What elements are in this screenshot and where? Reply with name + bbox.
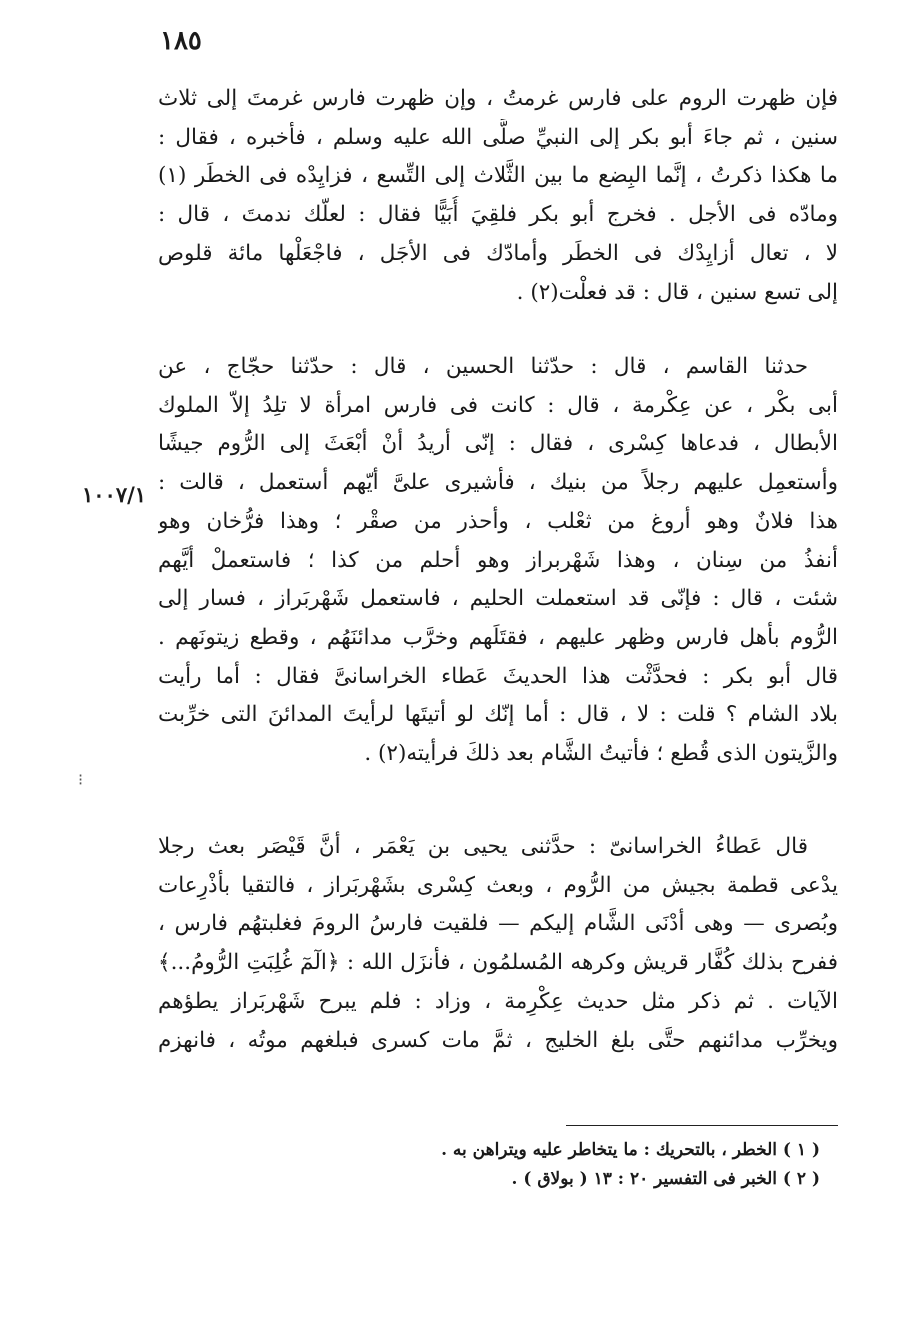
footnotes: [300, 1136, 820, 1194]
text-line: قال عَطاءُ الخراسانىّ : حدَّثنى يحيى بن يَعْمَر ، أنَّ قَيْصَر بعث رجلا: [158, 834, 808, 859]
margin-mark: ⁝: [78, 770, 84, 789]
text-line: أنفذُ من سِنان ، وهذا شَهْربراز وهو أحلم من كذا ؛ فاستعملْ أيَّهم: [158, 547, 838, 573]
text-line: ويخرِّب مدائنهم حتَّى بلغ الخليج ، ثمَّ مات كسرى فبلغهم موتُه ، فانهزم: [158, 1027, 838, 1053]
paragraph-3: [158, 828, 838, 1060]
footnote-divider: [566, 1125, 838, 1126]
text-line: وبُصرى — وهى أدْنَى الشَّام إليكم — فلقيت فارسُ الرومَ فغلبتهُم فارس ،: [158, 911, 838, 937]
text-line: أبى بكْر ، عن عِكْرمة ، قال : كانت فى فارس امرأة لا تلِدُ إلاّ الملوك: [158, 392, 838, 418]
text-line: الأبطال ، فدعاها كِسْرى ، فقال : إنّى أريدُ أنْ أبْعَثَ إلى الرُّوم جيشًا: [158, 431, 838, 457]
text-line: سنين ، ثم جاءَ أبو بكر إلى النبيِّ صلَّى الله عليه وسلم ، فأخبره ، فقال :: [158, 124, 838, 150]
text-line: بلاد الشام ؟ قلت : لا ، قال : أما إنّك لو أتيتَها لرأيتَ المدائنَ التى خرِّبت: [158, 702, 838, 728]
text-line: ما هكذا ذكرتُ ، إنَّما البِضع ما بين الثَّلاث إلى التِّسع ، فزايِدْه فى الخطَر (١): [158, 163, 838, 189]
text-line: إلى تسع سنين ، قال : قد فعلْت(٢) .: [516, 279, 838, 305]
footnote-1: ( ١ ) الخطر ، بالتحريك : ما يتخاطر عليه ويتراهن به .: [441, 1140, 820, 1160]
text-line: يدْعى قطمة بجيش من الرُّوم ، وبعث كِسْرى بشَهْربَراز ، فالتقيا بأذْرِعات: [158, 872, 838, 898]
paragraph-1: [158, 80, 838, 312]
text-line: ففرح بذلك كُفَّار قريش وكرهه المُسلمُون ، فأنزَل الله : ﴿الٓمٓ غُلِبَتِ الرُّومُ...﴾: [158, 950, 838, 976]
text-line: لا ، تعال أزايِدْك فى الخطَر وأمادّك فى الأجَل ، فاجْعَلْها مائة قلوص: [158, 240, 838, 266]
text-line: ومادّه فى الأجل . فخرج أبو بكر فلقِيَ أُبَيًّا فقال : لعلّك ندمتَ ، قال :: [158, 202, 838, 228]
text-line: قال أبو بكر : فحدَّثْت هذا الحديثَ عَطاء الخراسانىَّ فقال : أما رأيت: [158, 663, 838, 689]
text-line: هذا فلانٌ وهو أروغ من ثعْلب ، وأحذر من صقْر ؛ وهذا فرُّخان وهو: [158, 508, 838, 534]
paragraph-2: [158, 348, 838, 774]
text-line: الآيات . ثم ذكر مثل حديث عِكْرِمة ، وزاد : فلم يبرح شَهْربَراز يطؤهم: [158, 988, 838, 1014]
text-line: فإن ظهرت الروم على فارس غرمتُ ، وإن ظهرت فارس غرمتَ إلى ثلاث: [158, 86, 838, 111]
text-line: الرُّوم بأهل فارس وظهر عليهم ، فقتَلَهم وخرَّب مدائنَهُم ، وقطع زيتونَهم .: [158, 624, 838, 650]
text-line: حدثنا القاسم ، قال : حدّثنا الحسين ، قال : حدّثنا حجّاج ، عن: [158, 354, 808, 379]
margin-reference: ١٠٠٧/١: [82, 482, 147, 507]
text-line: وأستعمِل عليهم رجلاً من بنيك ، فأشيرى علىَّ أيّهم أستعمل ، قالت :: [158, 470, 838, 496]
page-number: ١٨٥: [160, 26, 202, 56]
text-line: شئت ، قال : فإنّى قد استعملت الحليم ، فاستعمل شَهْربَراز ، فسار إلى: [158, 586, 838, 612]
footnote-2: ( ٢ ) الخبر فى التفسير ٢٠ : ١٣ ( بولاق ) .: [511, 1169, 820, 1189]
text-line: والزَّيتون الذى قُطع ؛ فأتيتُ الشَّام بعد ذلكَ فرأيته(٢) .: [364, 741, 838, 767]
